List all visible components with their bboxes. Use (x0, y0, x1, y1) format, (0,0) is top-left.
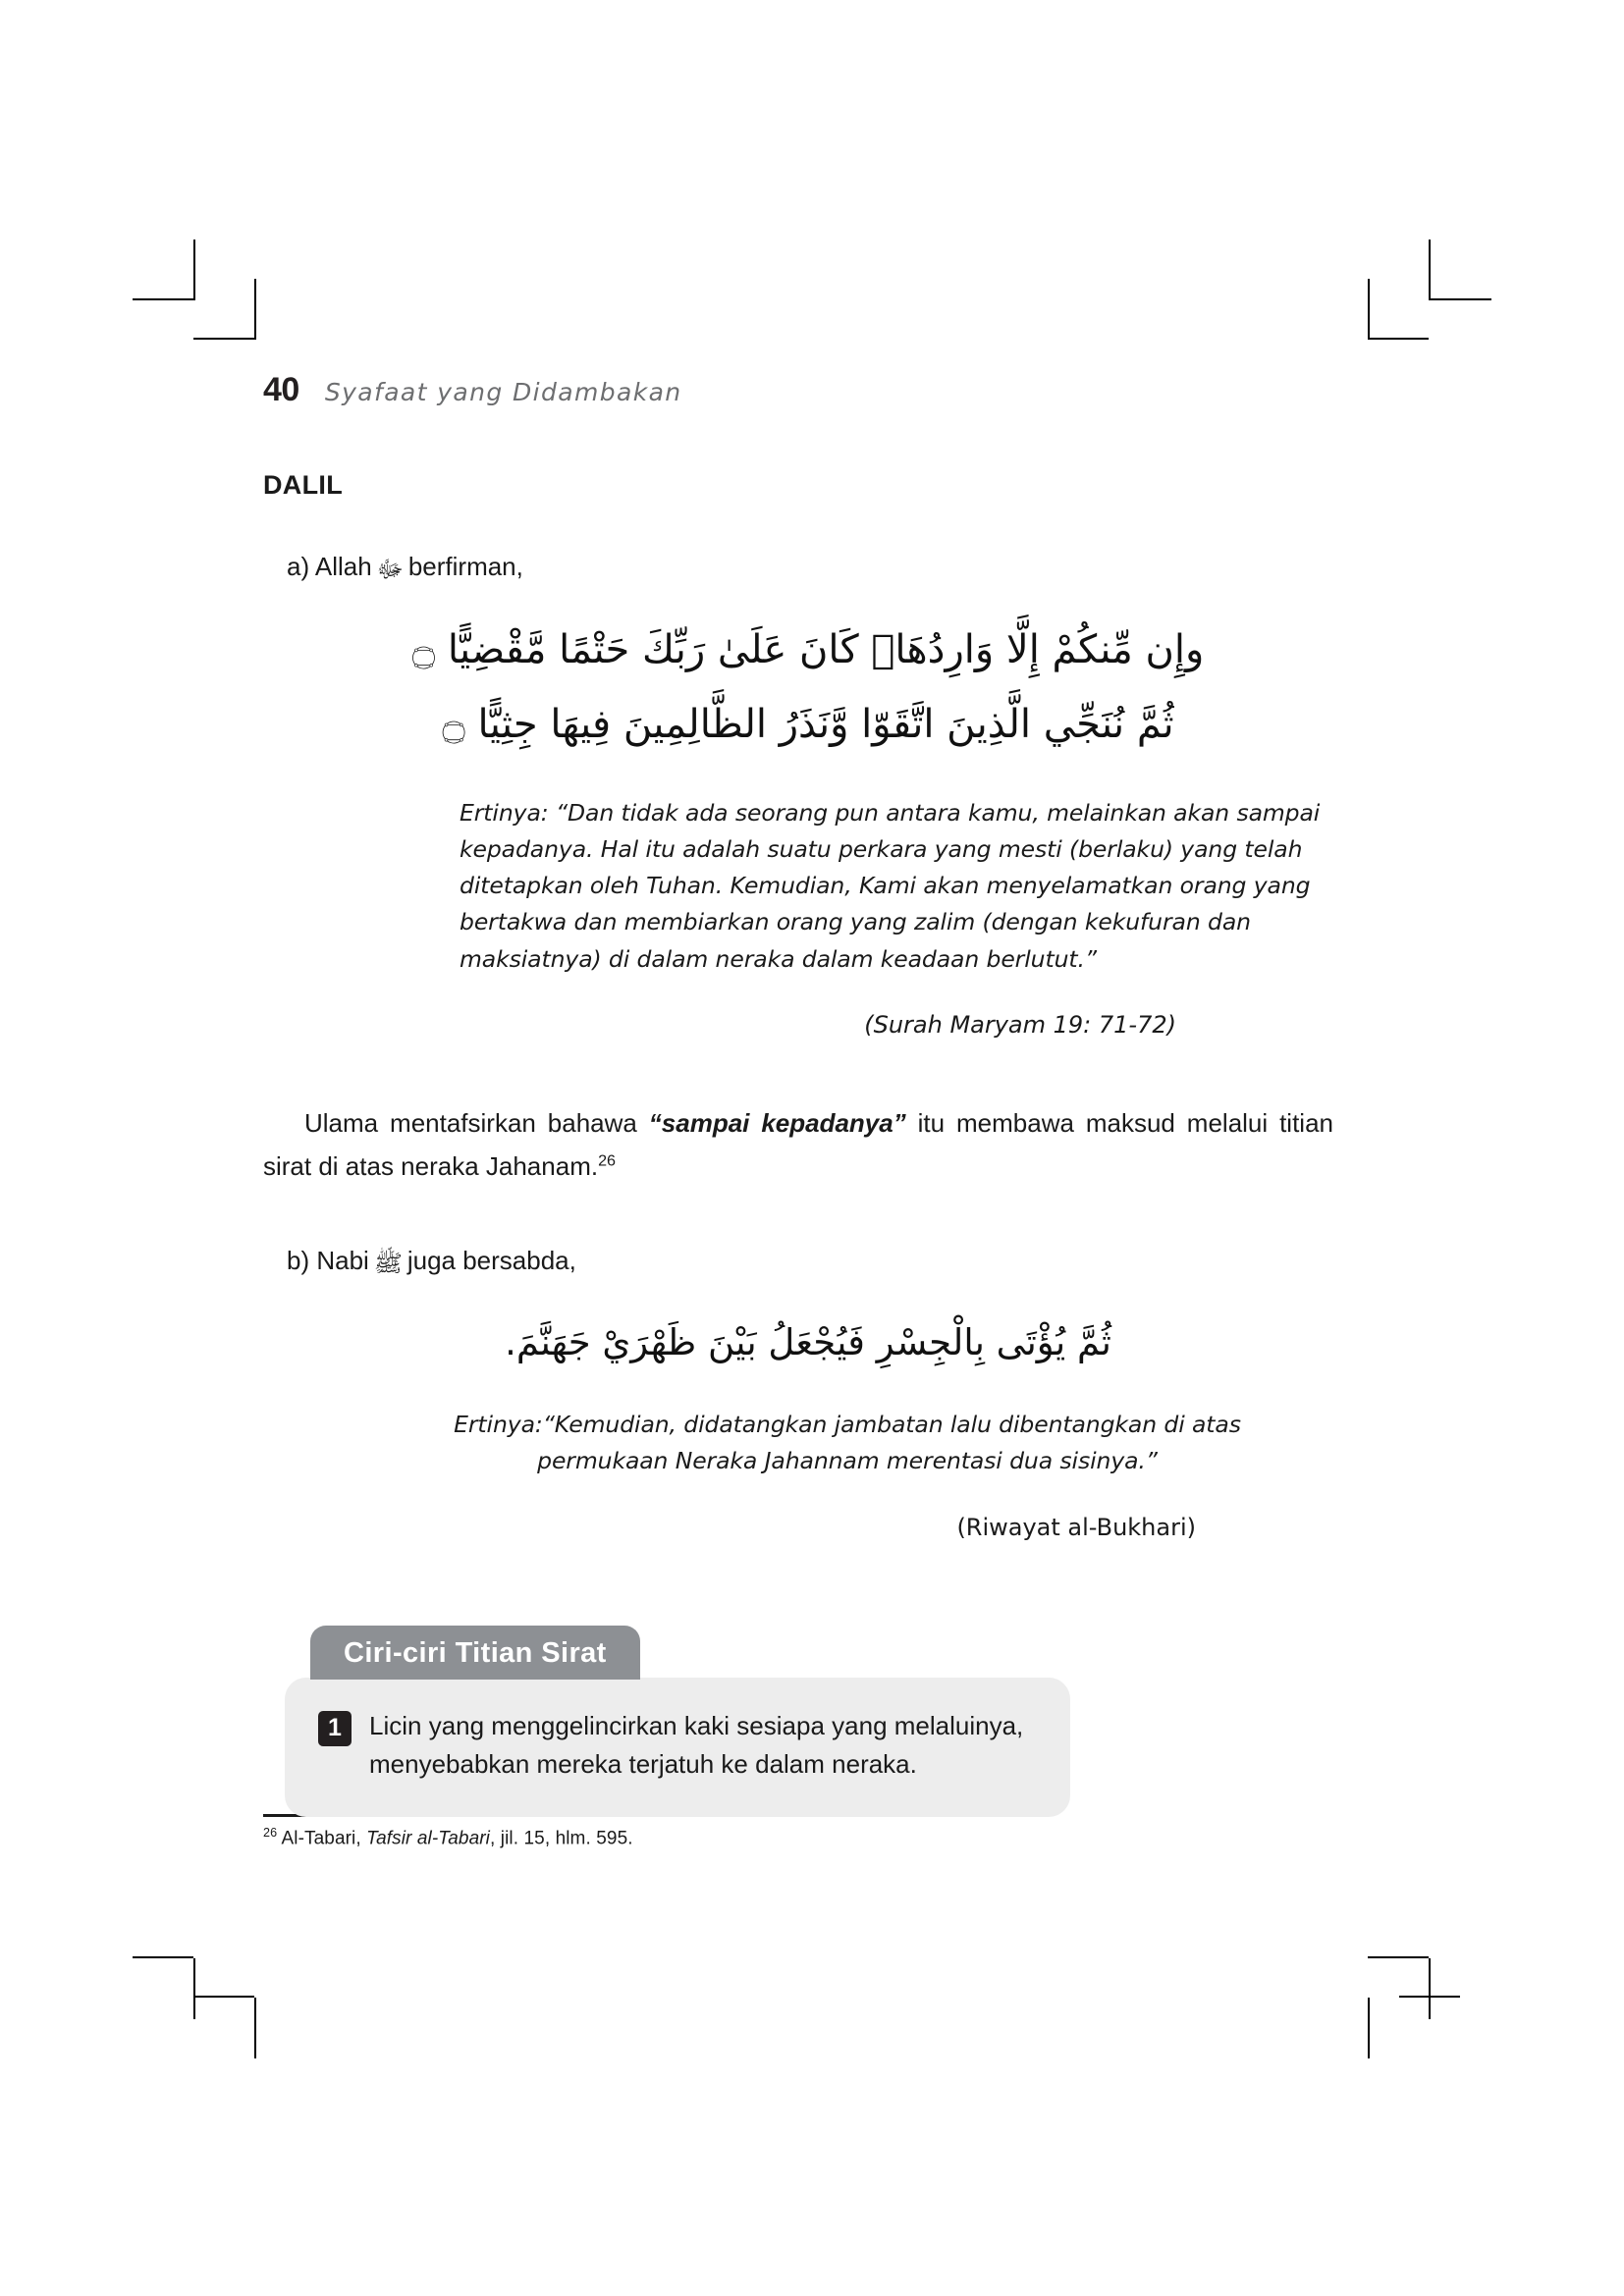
running-head (263, 371, 1353, 409)
dalil-a-translation-label: Ertinya: (460, 799, 549, 827)
quran-verse-line-2: ثُمَّ نُنَجِّي الَّذِينَ اتَّقَوّا وَّنَذَرُ الظَّالِمِينَ فِيهَا جِثِيًّا ۝ (442, 702, 1174, 747)
book-title: Syafaat yang Didambakan (324, 378, 682, 406)
dalil-a-attribution: (Surah Maryam 19: 71-72) (864, 1010, 1176, 1039)
footnote-reference-26[interactable]: 26 (598, 1151, 616, 1170)
dalil-b-translation-label: Ertinya: (454, 1411, 543, 1439)
dalil-a-lead-in-suffix: berfirman, (407, 552, 523, 581)
dalil-b-lead-in-prefix: b) Nabi (287, 1246, 369, 1276)
crop-mark-top-left-horizontal (133, 298, 193, 300)
footnote-author: Al-Tabari, (281, 1828, 361, 1849)
crop-mark-top-left-inner-vertical (254, 279, 256, 340)
callout-body (285, 1678, 1070, 1817)
dalil-b-attribution: (Riwayat al-Bukhari) (956, 1513, 1196, 1541)
crop-mark-bottom-right-vertical (1429, 1958, 1431, 2019)
hadith-arabic-text: ثُمَّ يُؤْتَى بِالْجِسْرِ فَيُجْعَلُ بَيْنَ ظَهْرَيْ جَهَنَّمَ. (505, 1321, 1111, 1364)
page-number: 40 (263, 371, 299, 408)
footnote-marker: 26 (263, 1826, 278, 1840)
body-paragraph-part-2: itu membawa maksud melalui titian sirat di atas neraka Jahanam. (263, 1107, 1334, 1182)
sallallahu-alayhi-wasallam-icon: ﷺ (373, 1250, 403, 1278)
crop-mark-top-left-inner-horizontal (193, 338, 254, 340)
crop-mark-bottom-right-inner-horizontal (1399, 1996, 1460, 1998)
callout-item-number-badge: 1 (318, 1711, 352, 1746)
crop-mark-bottom-right-horizontal (1368, 1956, 1429, 1958)
footnote-entry-26 (263, 1826, 1147, 1849)
body-paragraph (263, 1101, 1333, 1189)
crop-mark-top-right-inner-vertical (1368, 279, 1370, 340)
crop-mark-bottom-left-horizontal (133, 1956, 193, 1958)
dalil-a-translation (460, 795, 1327, 978)
crop-mark-bottom-left-inner-vertical (254, 1998, 256, 2058)
quran-verse-block (263, 613, 1353, 762)
dalil-b-lead-in-suffix: juga bersabda, (406, 1246, 576, 1276)
footnote-work-title: Tafsir al-Tabari (366, 1828, 490, 1849)
callout-list-item (318, 1707, 1031, 1784)
body-paragraph-part-1: Ulama mentafsirkan bahawa (304, 1107, 649, 1138)
footnote-locus: , jil. 15, hlm. 595. (490, 1828, 633, 1849)
callout-item-text: Licin yang menggelincirkan kaki sesiapa yang melaluinya, menyebabkan mereka terjatuh ke dalam neraka. (369, 1710, 1024, 1779)
crop-mark-bottom-right-inner-vertical (1368, 1998, 1370, 2058)
footnote-area (263, 1814, 1147, 1849)
crop-mark-top-right-horizontal (1431, 298, 1491, 300)
crop-mark-top-right-vertical (1429, 240, 1431, 300)
crop-mark-bottom-left-inner-horizontal (193, 1996, 254, 1998)
crop-mark-top-right-inner-horizontal (1368, 338, 1429, 340)
dalil-a-lead-in (287, 552, 1353, 587)
crop-mark-bottom-left-vertical (193, 1958, 195, 2019)
body-paragraph-emphasis: “sampai kepadanya” (648, 1107, 906, 1138)
callout-tab-label: Ciri-ciri Titian Sirat (310, 1626, 640, 1680)
dalil-b-translation (450, 1407, 1245, 1479)
section-heading-dalil: DALIL (263, 470, 343, 500)
dalil-a-lead-in-prefix: a) Allah (287, 552, 372, 581)
callout-ciri-ciri-titian-sirat (285, 1626, 1070, 1819)
dalil-b-translation-text: “Kemudian, didatangkan jambatan lalu dibentangkan di atas permukaan Neraka Jahannam merentasi dua sisinya.” (537, 1411, 1241, 1475)
quran-verse-line-1: وإِن مِّنكُمْ إِلَّا وَارِدُهَاؚ كَانَ عَلَىٰ رَبِّكَ حَتْمًا مَّقْضِيًّا ۝ (411, 627, 1205, 672)
dalil-b-lead-in (287, 1246, 1353, 1281)
dalil-a-translation-text: “Dan tidak ada seorang pun antara kamu, melainkan akan sampai kepadanya. Hal itu adalah suatu perkara yang mesti (berlaku) yang telah ditetapkan oleh Tuhan. Kemudian, Kami akan menyelamatkan orang yang bertakwa dan membiarkan orang yang zalim (dengan kekufuran dan maksiatnya) di dalam neraka dalam keadaan berlutut.” (460, 799, 1321, 973)
crop-mark-top-left-vertical (193, 240, 195, 300)
page-content (263, 371, 1353, 1819)
jalla-jalaluhu-icon: ﷻ (376, 556, 404, 583)
